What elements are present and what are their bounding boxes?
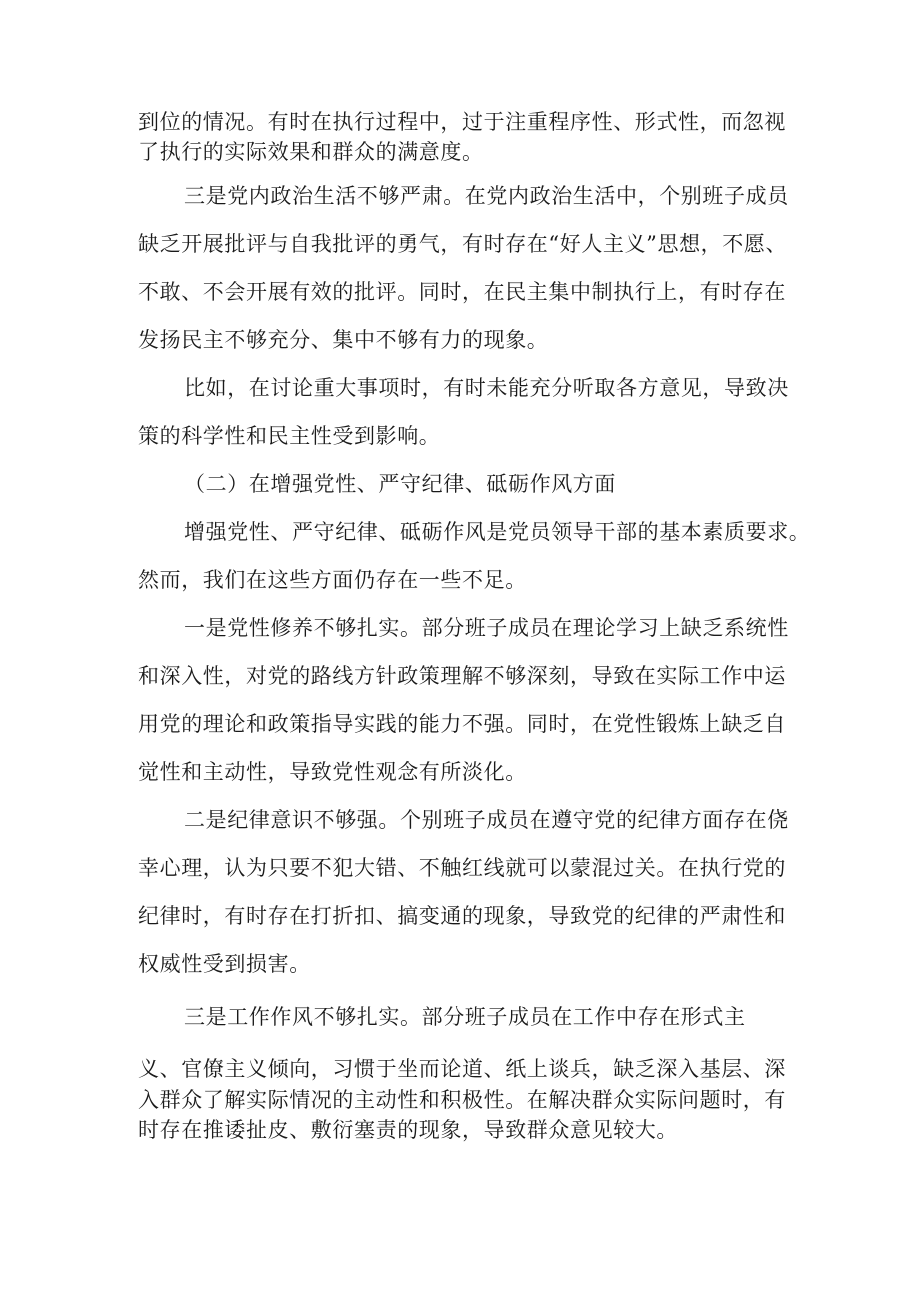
- paragraph-start: 三是工作作风不够扎实。部分班子成员在工作中存在形式主: [184, 1005, 746, 1029]
- text-line: 了执行的实际效果和群众的满意度。: [138, 140, 484, 164]
- text-line: 到位的情况。有时在执行过程中，过于注重程序性、形式性，而忽视: [138, 110, 786, 134]
- paragraph-start: 三是党内政治生活不够严肃。在党内政治生活中，个别班子成员: [184, 184, 789, 208]
- text-line: 义、官僚主义倾向，习惯于坐而论道、纸上谈兵，缺乏深入基层、深: [138, 1057, 786, 1081]
- text-line: 发扬民主不够充分、集中不够有力的现象。: [138, 328, 549, 352]
- text-line: 不敢、不会开展有效的批评。同时，在民主集中制执行上，有时存在: [138, 280, 786, 304]
- text-line: 纪律时，有时存在打折扣、搞变通的现象，导致党的纪律的严肃性和: [138, 904, 786, 928]
- text-line: 策的科学性和民主性受到影响。: [138, 424, 441, 448]
- text-line: 缺乏开展批评与自我批评的勇气，有时存在“好人主义”思想，不愿、: [138, 232, 788, 256]
- paragraph-start: 一是党性修养不够扎实。部分班子成员在理论学习上缺乏系统性: [184, 616, 789, 640]
- text-line: 和深入性，对党的路线方针政策理解不够深刻，导致在实际工作中运: [138, 664, 786, 688]
- text-line: 用党的理论和政策指导实践的能力不强。同时，在党性锻炼上缺乏自: [138, 712, 786, 736]
- paragraph-start: 比如，在讨论重大事项时，有时未能充分听取各方意见，导致决: [184, 376, 789, 400]
- text-line: 权威性受到损害。: [138, 952, 311, 976]
- paragraph-start: 增强党性、严守纪律、砥砺作风是党员领导干部的基本素质要求。: [184, 520, 811, 544]
- text-line: 觉性和主动性，导致党性观念有所淡化。: [138, 760, 527, 784]
- text-line: 幸心理，认为只要不犯大错、不触红线就可以蒙混过关。在执行党的: [138, 856, 786, 880]
- text-line: 入群众了解实际情况的主动性和积极性。在解决群众实际问题时，有: [138, 1088, 786, 1112]
- text-line: 然而，我们在这些方面仍存在一些不足。: [138, 568, 527, 592]
- section-heading: （二）在增强党性、严守纪律、砥砺作风方面: [184, 472, 616, 496]
- text-line: 时存在推诿扯皮、敷衍塞责的现象，导致群众意见较大。: [138, 1118, 678, 1142]
- paragraph-start: 二是纪律意识不够强。个别班子成员在遵守党的纪律方面存在侥: [184, 808, 789, 832]
